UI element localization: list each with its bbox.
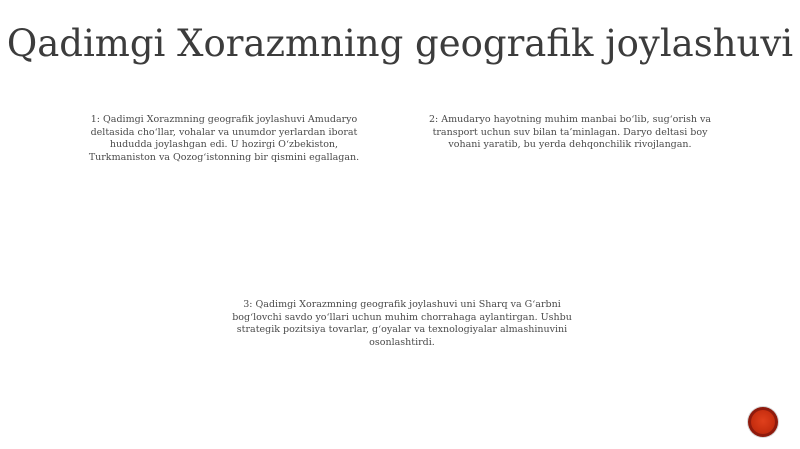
circle-button-icon	[751, 410, 775, 434]
paragraph-2: 2: Amudaryo hayotning muhim manbai bo‘lib, sug‘orish va transport uchun suv bilan ta’minlagan. Daryo deltasi boy vohani yaratib, bu yerda dehqonchilik rivojlangan.	[428, 114, 712, 150]
slide-nav-button[interactable]	[748, 407, 778, 437]
paragraph-3: 3: Qadimgi Xorazmning geografik joylashuvi uni Sharq va G‘arbni bog‘lovchi savdo yo‘llari uchun muhim chorrahaga aylantirgan. Ushbu strategik pozitsiya tovarlar, g‘oyalar va texnologiyalar almashinuvini osonlashtirdi.	[232, 299, 572, 348]
paragraph-1: 1: Qadimgi Xorazmning geografik joylashuvi Amudaryo deltasida cho‘llar, vohalar va unumdor yerlardan iborat hududda joylashgan edi. U hozirgi O‘zbekiston, Turkmaniston va Qozog‘istonning bir qismini egallagan.	[88, 114, 360, 163]
slide-title: Qadimgi Xorazmning geografik joylashuvi	[6, 22, 794, 65]
